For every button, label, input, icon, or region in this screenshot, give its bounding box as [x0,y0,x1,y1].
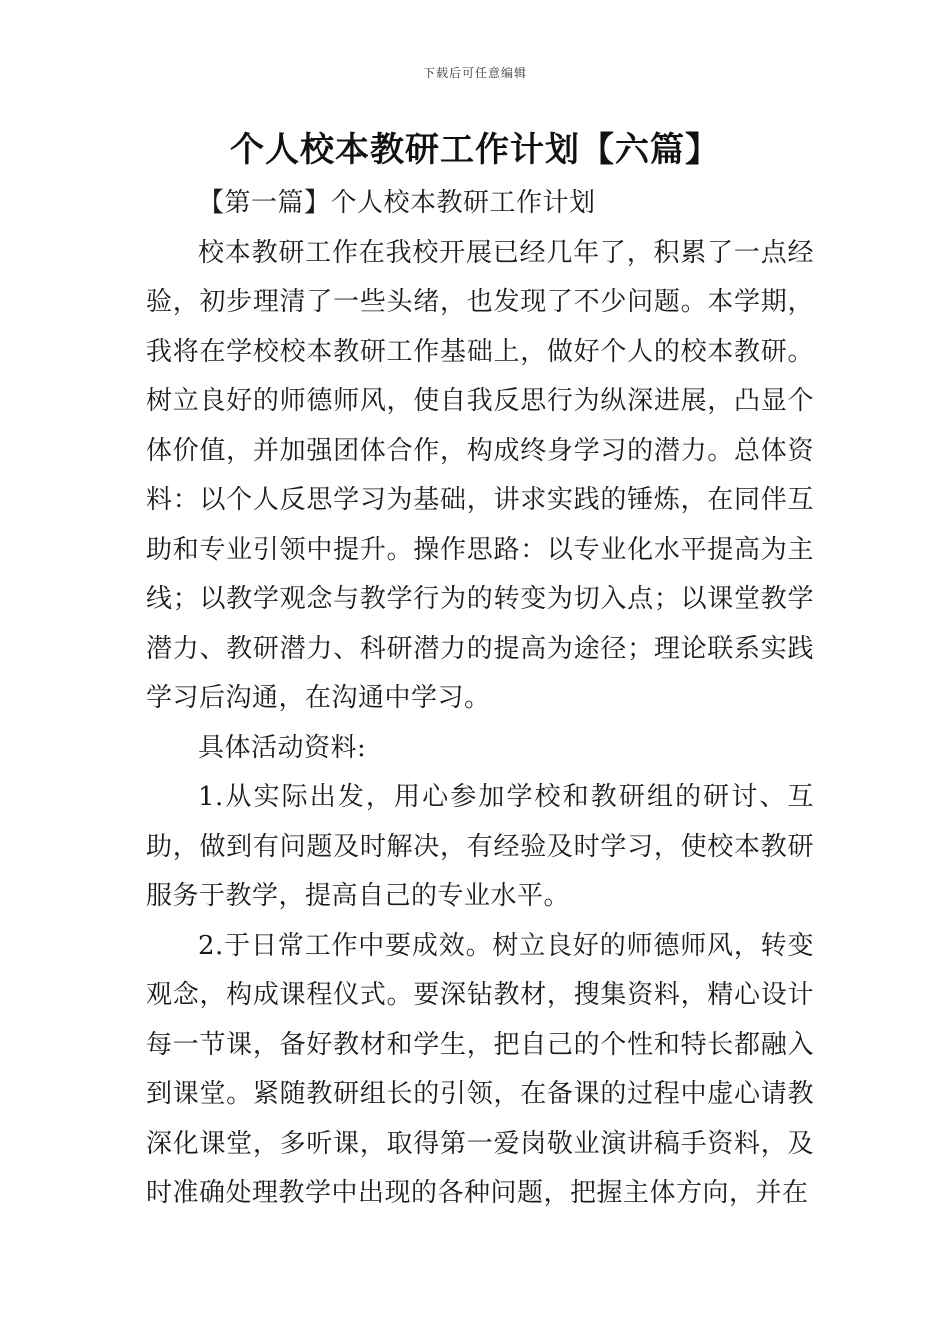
paragraph-item-1: 1.从实际出发，用心参加学校和教研组的研讨、互助，做到有问题及时解决，有经验及时学习，使校本教研服务于教学，提高自己的专业水平。 [146,782,814,911]
document-title: 个人校本教研工作计划【六篇】 [230,130,720,170]
header-note: 下载后可任意编辑 [422,66,527,80]
document-body [146,179,814,1219]
paragraph-intro: 校本教研工作在我校开展已经几年了，积累了一点经验，初步理清了一些头绪，也发现了不少问题。本学期，我将在学校校本教研工作基础上，做好个人的校本教研。树立良好的师德师风，使自我反思行为纵深进展，凸显个体价值，并加强团体合作，构成终身学习的潜力。总体资料：以个人反思学习为基础，讲求实践的锤炼，在同伴互助和专业引领中提升。操作思路：以专业化水平提高为主线；以教学观念与教学行为的转变为切入点；以课堂教学潜力、教研潜力、科研潜力的提高为途径；理论联系实践学习后沟通，在沟通中学习。 [146,237,814,713]
section-heading: 【第一篇】个人校本教研工作计划 [198,188,596,218]
paragraph-activities-heading: 具体活动资料: [198,732,367,763]
paragraph-item-2: 2.于日常工作中要成效。树立良好的师德师风，转变观念，构成课程仪式。要深钻教材，搜集资料，精心设计每一节课，备好教材和学生，把自己的个性和特长都融入到课堂。紧随教研组长的引领，在备课的过程中虚心请教深化课堂，多听课，取得第一爱岗敬业演讲稿手资料，及时准确处理教学中出现的各种问题，把握主体方向，并在 [146,930,814,1208]
